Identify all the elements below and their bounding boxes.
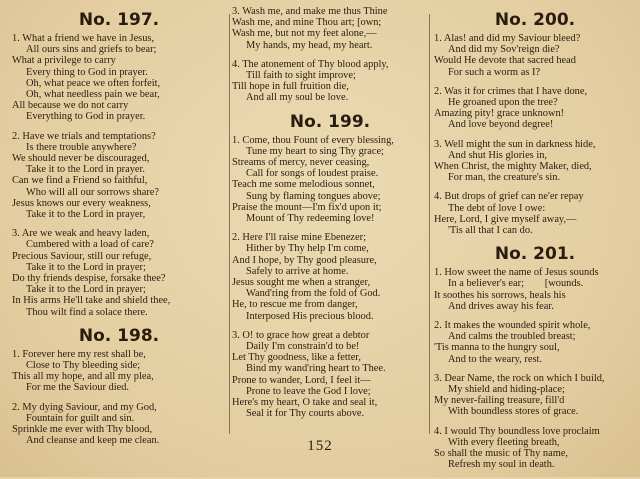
- verse-line: With every fleeting breath,: [448, 436, 560, 448]
- column-middle: [232, 6, 428, 428]
- verse-line: 2. Have we trials and temptations?: [12, 130, 156, 142]
- verse: [232, 232, 428, 322]
- hymn-number: No. 201.: [494, 244, 576, 265]
- hymn-number: No. 197.: [78, 10, 160, 30]
- verse-line: Is there trouble anywhere?: [26, 141, 137, 153]
- hymn-201: [434, 244, 636, 470]
- verse-line: He groaned upon the tree?: [448, 97, 558, 109]
- verse: [434, 373, 636, 418]
- verse-line: 3. Are we weak and heavy laden,: [12, 228, 150, 240]
- verse-line: 3. Dear Name, the rock on which I build,: [434, 372, 605, 384]
- verse-line: My shield and hiding-place;: [448, 384, 565, 396]
- verse-line: When Christ, the mighty Maker, died,: [434, 161, 592, 173]
- verse-line: Fountain for guilt and sin.: [26, 412, 135, 424]
- verse: [434, 33, 636, 78]
- verse-line: 1. Come, thou Fount of every blessing,: [232, 134, 394, 146]
- verse-line: So shall the music of Thy name,: [434, 448, 569, 460]
- verse-line: Let Thy goodness, like a fetter,: [232, 352, 361, 364]
- verse-line: Seal it for Thy courts above.: [246, 408, 365, 420]
- verse-line: 4. The atonement of Thy blood apply,: [232, 58, 389, 70]
- verse-line: Do thy friends despise, forsake thee?: [12, 273, 166, 285]
- verse-line: It soothes his sorrows, heals his: [434, 289, 566, 301]
- verse-line: Hither by Thy help I'm come,: [246, 243, 369, 255]
- verse-line: Would He devote that sacred head: [434, 55, 576, 67]
- verse-line: 'Tis all that I can do.: [448, 225, 533, 237]
- verse-line: In His arms He'll take and shield thee,: [12, 295, 171, 307]
- verse-line: 2. Here I'll raise mine Ebenezer;: [232, 232, 366, 244]
- verse-line: Here's my heart, O take and seal it,: [232, 397, 378, 409]
- verse-line: And love beyond degree!: [448, 119, 554, 131]
- verse-line: And shut His glories in,: [448, 149, 548, 161]
- verse-line: What a privilege to carry: [12, 55, 116, 67]
- verse-line: Prone to wander, Lord, I feel it—: [232, 374, 371, 386]
- verse-line: Take it to the Lord in prayer;: [26, 284, 146, 296]
- verse-line: Oh, what peace we often forfeit,: [26, 77, 161, 89]
- verse: [434, 320, 636, 365]
- verse-line: My hands, my head, my heart.: [246, 39, 373, 51]
- verse-line: Till hope in full fruition die,: [232, 81, 349, 93]
- hymn-197: [12, 10, 226, 318]
- verse-line: Wash me, and mine Thou art; [own;: [232, 17, 382, 29]
- verse-line: Close to Thy bleeding side;: [26, 360, 141, 372]
- verse-line: And cleanse and keep me clean.: [26, 435, 160, 447]
- hymn-number: No. 199.: [289, 111, 371, 132]
- verse-line: Take it to the Lord in prayer,: [26, 209, 146, 221]
- verse-line: For me the Saviour died.: [26, 382, 130, 394]
- verse-line: And drives away his fear.: [448, 300, 554, 312]
- column-divider: [429, 14, 430, 434]
- verse-line: Wash me, but not my feet alone,—: [232, 28, 377, 40]
- verse-line: Who will all our sorrows share?: [26, 186, 160, 198]
- verse: [12, 349, 226, 394]
- verse-line: Streams of mercy, never ceasing,: [232, 157, 370, 169]
- verse-line: 3. O! to grace how great a debtor: [232, 329, 370, 341]
- verse: [434, 139, 636, 184]
- verse-line: 2. It makes the wounded spirit whole,: [434, 320, 591, 332]
- page-number: 152: [307, 438, 333, 454]
- verse-line: Jesus sought me when a stranger,: [232, 277, 371, 289]
- verse-line: He, to rescue me from danger,: [232, 299, 358, 311]
- verse-line: Daily I'm constrain'd to be!: [246, 341, 360, 353]
- verse-line: Take it to the Lord in prayer.: [26, 164, 146, 176]
- verse-line: 2. My dying Saviour, and my God,: [12, 401, 157, 413]
- verse-line: Sprinkle me ever with Thy blood,: [12, 424, 153, 436]
- verse-line: 3. Well might the sun in darkness hide,: [434, 138, 596, 150]
- verse-line: In a believer's ear; [wounds.: [448, 278, 584, 290]
- verse-line: With boundless stores of grace.: [448, 406, 579, 418]
- hymn-number: No. 200.: [494, 10, 576, 30]
- verse-line: 1. Alas! and did my Saviour bleed?: [434, 33, 581, 44]
- verse: [232, 59, 428, 104]
- verse-line: Amazing pity! grace unknown!: [434, 108, 565, 120]
- verse-line: All ours sins and griefs to bear;: [26, 44, 157, 56]
- verse-line: Thou wilt find a solace there.: [26, 306, 148, 318]
- verse-line: Wand'ring from the fold of God.: [246, 288, 381, 300]
- verse-line: Safely to arrive at home.: [246, 265, 349, 277]
- verse-line: And did my Sov'reign die?: [448, 44, 560, 56]
- hymn-200: [434, 10, 636, 236]
- verse: [434, 267, 636, 312]
- verse-line: Jesus knows our every weakness,: [12, 197, 151, 209]
- verse-line: 4. But drops of grief can ne'er repay: [434, 191, 584, 203]
- verse-line: 4. I would Thy boundless love proclaim: [434, 425, 600, 437]
- verse-line: Precious Saviour, still our refuge,: [12, 250, 152, 262]
- verse: [232, 135, 428, 225]
- verse: [434, 191, 636, 236]
- verse-line: For man, the creature's sin.: [448, 172, 561, 184]
- verse-line: Every thing to God in prayer.: [26, 66, 148, 78]
- verse-line: Tune my heart to sing Thy grace;: [246, 145, 384, 157]
- verse-line: 'Tis manna to the hungry soul,: [434, 342, 560, 354]
- verse-line: Bind my wand'ring heart to Thee.: [246, 363, 386, 375]
- verse: [12, 33, 226, 123]
- verse-line: Everything to God in prayer.: [26, 111, 146, 123]
- verse: [12, 228, 226, 318]
- verse-line: Sung by flaming tongues above;: [246, 190, 381, 202]
- verse-line: Call for songs of loudest praise.: [246, 168, 379, 180]
- column-divider: [229, 14, 230, 434]
- verse-line: And all my soul be love.: [246, 92, 349, 104]
- hymn-198: [12, 326, 226, 447]
- verse-line: This all my hope, and all my plea,: [12, 371, 154, 383]
- verse: [12, 131, 226, 221]
- verse-line: We should never be discouraged,: [12, 153, 150, 165]
- verse-line: My never-failing treasure, fill'd: [434, 395, 565, 407]
- verse-line: The debt of love I owe:: [448, 202, 546, 214]
- verse-line: And I hope, by Thy good pleasure,: [232, 254, 377, 266]
- column-left: [12, 6, 226, 455]
- hymn-199: [232, 112, 428, 420]
- verse-line: For such a worm as I?: [448, 66, 541, 78]
- verse-line: And to the weary, rest.: [448, 353, 542, 365]
- verse-line: Prone to leave the God I love;: [246, 385, 371, 397]
- verse-line: Take it to the Lord in prayer;: [26, 261, 146, 273]
- verse-line: Here, Lord, I give myself away,—: [434, 213, 577, 225]
- verse-line: And calms the troubled breast;: [448, 331, 576, 343]
- verse: [232, 6, 428, 51]
- verse-line: Praise the mount—I'm fix'd upon it;: [232, 201, 382, 213]
- verse-line: Mount of Thy redeeming love!: [246, 213, 375, 225]
- verse: [232, 330, 428, 420]
- verse: [434, 86, 636, 131]
- hymn-number: No. 198.: [78, 325, 160, 346]
- verse-line: 1. How sweet the name of Jesus sounds: [434, 267, 599, 279]
- verse-line: All because we do not carry: [12, 100, 129, 112]
- verse-line: 2. Was it for crimes that I have done,: [434, 85, 588, 97]
- verse-line: Oh, what needless pain we bear,: [26, 89, 160, 101]
- verse-line: Interposed His precious blood.: [246, 310, 374, 322]
- verse-line: Can we find a Friend so faithful,: [12, 175, 148, 187]
- verse-line: 1. What a friend we have in Jesus,: [12, 33, 155, 44]
- verse-line: Refresh my soul in death.: [448, 459, 555, 471]
- verse-line: Teach me some melodious sonnet,: [232, 179, 375, 191]
- verse-line: Till faith to sight improve;: [246, 70, 356, 82]
- verse-line: 3. Wash me, and make me thus Thine: [232, 6, 388, 17]
- verse-line: Cumbered with a load of care?: [26, 239, 154, 251]
- column-right: [434, 6, 636, 479]
- verse-line: 1. Forever here my rest shall be,: [12, 348, 146, 360]
